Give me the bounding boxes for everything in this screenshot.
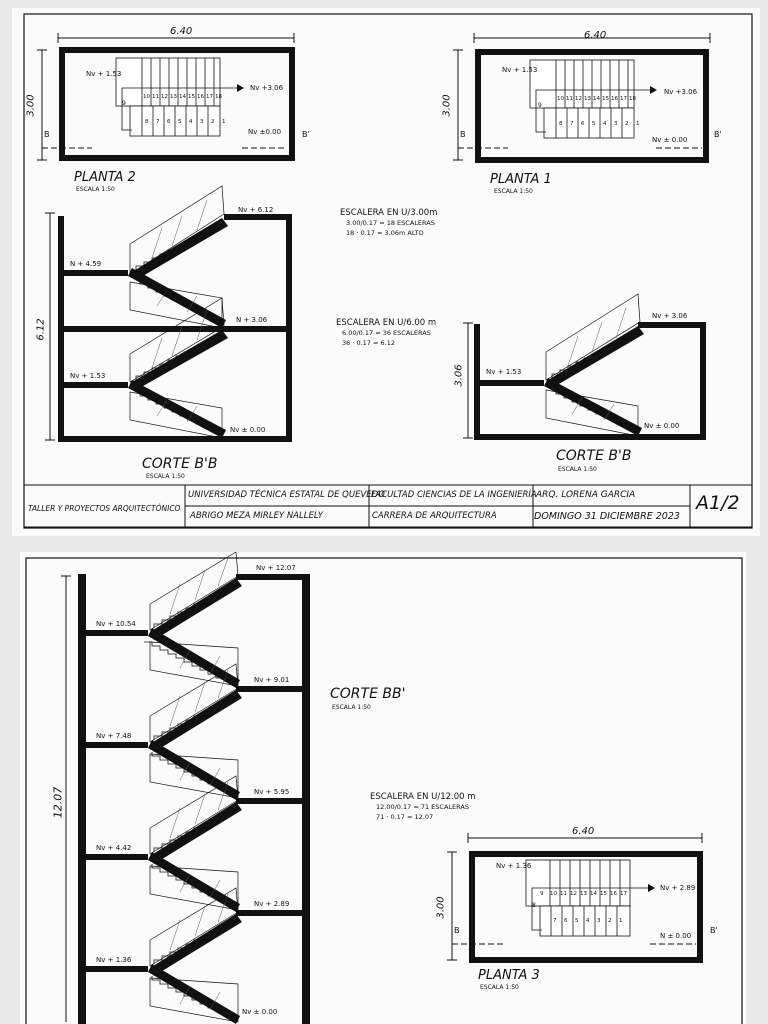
planta-1-bottom-step-1: 1 xyxy=(636,121,640,127)
planta-2-title: PLANTA 2 xyxy=(74,170,136,185)
planta-2-top-step-13: 13 xyxy=(170,94,177,100)
planta-3-scale: ESCALA 1:50 xyxy=(480,984,519,991)
planta-2-level-top: Nv + 1.53 xyxy=(86,70,122,78)
corte-left-level-5: Nv ± 0.00 xyxy=(230,426,266,434)
planta-3-top-step-16: 16 xyxy=(610,891,617,897)
note-2 xyxy=(336,318,436,348)
planta-3-top-step-17: 17 xyxy=(620,891,627,897)
note-1 xyxy=(340,208,437,238)
planta-2-top-step-16: 16 xyxy=(197,94,204,100)
planta-2-top-step-12: 12 xyxy=(161,94,168,100)
planta-1-scale: ESCALA 1:50 xyxy=(494,188,533,195)
corte-left-level-1: Nv + 6.12 xyxy=(238,206,274,214)
planta-2-bottom-step-4: 4 xyxy=(189,119,193,125)
planta-1-cut-left: B xyxy=(460,130,466,139)
planta-3-bottom-step-6: 6 xyxy=(564,918,568,924)
planta-1-bottom-step-5: 5 xyxy=(592,121,596,127)
planta-1-landing-number: 9 xyxy=(538,102,542,109)
corte-main-level-2: Nv + 10.54 xyxy=(96,620,136,628)
corte-main-level-6: Nv + 4.42 xyxy=(96,844,132,852)
planta-2-top-step-18: 18 xyxy=(215,94,222,100)
planta-2-level-right: Nv +3.06 xyxy=(250,84,284,92)
corte-main-level-7: Nv + 2.89 xyxy=(254,900,290,908)
planta-1-height-dim: 3.00 xyxy=(441,94,453,117)
planta-2-top-step-15: 15 xyxy=(188,94,195,100)
corte-main-level-9: Nv ± 0.00 xyxy=(242,1008,278,1016)
note-3 xyxy=(370,792,476,822)
note-1-line-3: 18 · 0.17 = 3.06m ALTO xyxy=(346,229,424,237)
planta-3-width-dim: 6.40 xyxy=(572,826,595,837)
tb-sheet-number: A1/2 xyxy=(696,492,740,514)
planta-3-level-right: Nv + 2.89 xyxy=(660,884,696,892)
corte-left-scale: ESCALA 1:50 xyxy=(146,473,185,480)
tb-course: TALLER Y PROYECTOS ARQUITECTÓNICO xyxy=(28,504,181,513)
planta-2-top-step-11: 11 xyxy=(152,94,159,100)
planta-1-level-bottom: Nv ± 0.00 xyxy=(652,136,688,144)
planta-1-top-step-10: 10 xyxy=(557,96,564,102)
planta-2-top-step-14: 14 xyxy=(179,94,186,100)
corte-main-level-8: Nv + 1.36 xyxy=(96,956,132,964)
note-2-line-1: ESCALERA EN U/6.00 m xyxy=(336,318,437,328)
planta-1-top-step-13: 13 xyxy=(584,96,591,102)
planta-3-title: PLANTA 3 xyxy=(478,968,540,983)
corte-left-section xyxy=(45,186,292,442)
planta-1-bottom-step-2: 2 xyxy=(625,121,629,127)
planta-3-bottom-step-7: 7 xyxy=(553,918,557,924)
planta-3-bottom-step-2: 2 xyxy=(608,918,612,924)
planta-2-bottom-step-3: 3 xyxy=(200,119,204,125)
note-3-line-3: 71 · 0.17 = 12.07 xyxy=(376,813,434,821)
planta-3-level-top: Nv + 1.36 xyxy=(496,862,532,870)
corte-left-level-3: N + 3.06 xyxy=(236,316,268,324)
note-2-line-3: 36 · 0.17 = 6.12 xyxy=(342,339,395,347)
planta-1-level-right: Nv +3.06 xyxy=(664,88,698,96)
planta-3-bottom-step-3: 3 xyxy=(597,918,601,924)
planta-1-bottom-step-8: 8 xyxy=(559,121,563,127)
tb-teacher: ARQ. LORENA GARCIA xyxy=(536,490,636,500)
tb-faculty: FACULTAD CIENCIAS DE LA INGENIERÍA xyxy=(371,490,537,500)
tb-career: CARRERA DE ARQUITECTURA xyxy=(372,511,497,521)
planta-2-bottom-step-5: 5 xyxy=(178,119,182,125)
planta-1-bottom-step-4: 4 xyxy=(603,121,607,127)
planta-3-cut-left: B xyxy=(454,926,460,935)
planta-2-top-step-10: 10 xyxy=(143,94,150,100)
corte-right-height-dim: 3.06 xyxy=(453,364,465,387)
planta-1-title: PLANTA 1 xyxy=(490,172,552,187)
sheet-1 xyxy=(12,8,760,536)
note-1-line-1: ESCALERA EN U/3.00m xyxy=(340,208,438,218)
planta-3-top-step-10: 10 xyxy=(550,891,557,897)
planta-3-height-dim: 3.00 xyxy=(435,896,447,919)
planta-1-cut-right: B' xyxy=(714,130,722,139)
corte-main-scale: ESCALA 1:50 xyxy=(332,704,371,711)
planta-2-bottom-step-7: 7 xyxy=(156,119,160,125)
note-2-line-2: 6.00/0.17 = 36 ESCALERAS xyxy=(342,329,431,337)
planta-1-top-step-14: 14 xyxy=(593,96,600,102)
planta-2-cut-right: B' xyxy=(302,130,310,139)
planta-2-width-dim: 6.40 xyxy=(170,26,193,37)
planta-1-width-dim: 6.40 xyxy=(584,30,607,41)
tb-date: DOMINGO 31 DICIEMBRE 2023 xyxy=(534,511,680,522)
note-1-line-2: 3.00/0.17 = 18 ESCALERAS xyxy=(346,219,435,227)
planta-2-scale: ESCALA 1:50 xyxy=(76,186,115,193)
corte-right-level-2: Nv + 1.53 xyxy=(486,368,522,376)
corte-left-title: CORTE B'B xyxy=(142,456,218,472)
planta-3-top-step-11: 11 xyxy=(560,891,567,897)
corte-right-title: CORTE B'B xyxy=(556,448,632,464)
corte-right-scale: ESCALA 1:50 xyxy=(558,466,597,473)
planta-1-top-step-15: 15 xyxy=(602,96,609,102)
planta-3-top-step-12: 12 xyxy=(570,891,577,897)
corte-main-title: CORTE BB' xyxy=(330,686,406,702)
planta-3-bottom-step-4: 4 xyxy=(586,918,590,924)
planta-2-bottom-step-8: 8 xyxy=(145,119,149,125)
planta-1-bottom-step-3: 3 xyxy=(614,121,618,127)
planta-1-level-top: Nv + 1.53 xyxy=(502,66,538,74)
sheet-1-drawing xyxy=(12,8,760,536)
planta-2-bottom-step-6: 6 xyxy=(167,119,171,125)
planta-1-bottom-step-7: 7 xyxy=(570,121,574,127)
corte-main-height-dim: 12.07 xyxy=(51,786,65,819)
planta-2-top-step-17: 17 xyxy=(206,94,213,100)
corte-right-level-1: Nv + 3.06 xyxy=(652,312,688,320)
planta-1-top-step-16: 16 xyxy=(611,96,618,102)
planta-2-height-dim: 3.00 xyxy=(25,94,37,117)
planta-3-bottom-step-5: 5 xyxy=(575,918,579,924)
planta-2-landing-number: 9 xyxy=(122,100,126,107)
planta-3-level-bottom: N ± 0.00 xyxy=(660,932,692,940)
planta-3-landing-number: 8 xyxy=(532,902,536,909)
planta-1-top-step-18: 18 xyxy=(629,96,636,102)
corte-left-level-4: Nv + 1.53 xyxy=(70,372,106,380)
sheet-2 xyxy=(20,552,746,1024)
corte-main-level-3: Nv + 9.01 xyxy=(254,676,290,684)
corte-left-level-2: N + 4.59 xyxy=(70,260,102,268)
planta-1-bottom-step-6: 6 xyxy=(581,121,585,127)
tb-university: UNIVERSIDAD TÉCNICA ESTATAL DE QUEVEDO xyxy=(188,490,385,500)
corte-left-height-dim: 6.12 xyxy=(35,318,47,341)
planta-1-top-step-11: 11 xyxy=(566,96,573,102)
planta-1-top-step-17: 17 xyxy=(620,96,627,102)
planta-3-cut-right: B' xyxy=(710,926,718,935)
planta-3-top-step-15: 15 xyxy=(600,891,607,897)
planta-3-top-step-9: 9 xyxy=(540,891,544,897)
corte-main-level-1: Nv + 12.07 xyxy=(256,564,296,572)
planta-3-bottom-step-1: 1 xyxy=(619,918,623,924)
note-3-line-2: 12.00/0.17 = 71 ESCALERAS xyxy=(376,803,469,811)
corte-main-level-5: Nv + 5.95 xyxy=(254,788,290,796)
corte-right-level-3: Nv ± 0.00 xyxy=(644,422,680,430)
planta-2-level-bottom: Nv ±0.00 xyxy=(248,128,282,136)
planta-2-bottom-step-2: 2 xyxy=(211,119,215,125)
planta-3-top-step-14: 14 xyxy=(590,891,597,897)
planta-3-top-step-13: 13 xyxy=(580,891,587,897)
note-3-line-1: ESCALERA EN U/12.00 m xyxy=(370,792,476,802)
corte-main-level-4: Nv + 7.48 xyxy=(96,732,132,740)
planta-1-top-step-12: 12 xyxy=(575,96,582,102)
tb-student: ABRIGO MEZA MIRLEY NALLELY xyxy=(190,511,323,521)
planta-2-cut-left: B xyxy=(44,130,50,139)
planta-2-bottom-step-1: 1 xyxy=(222,119,226,125)
